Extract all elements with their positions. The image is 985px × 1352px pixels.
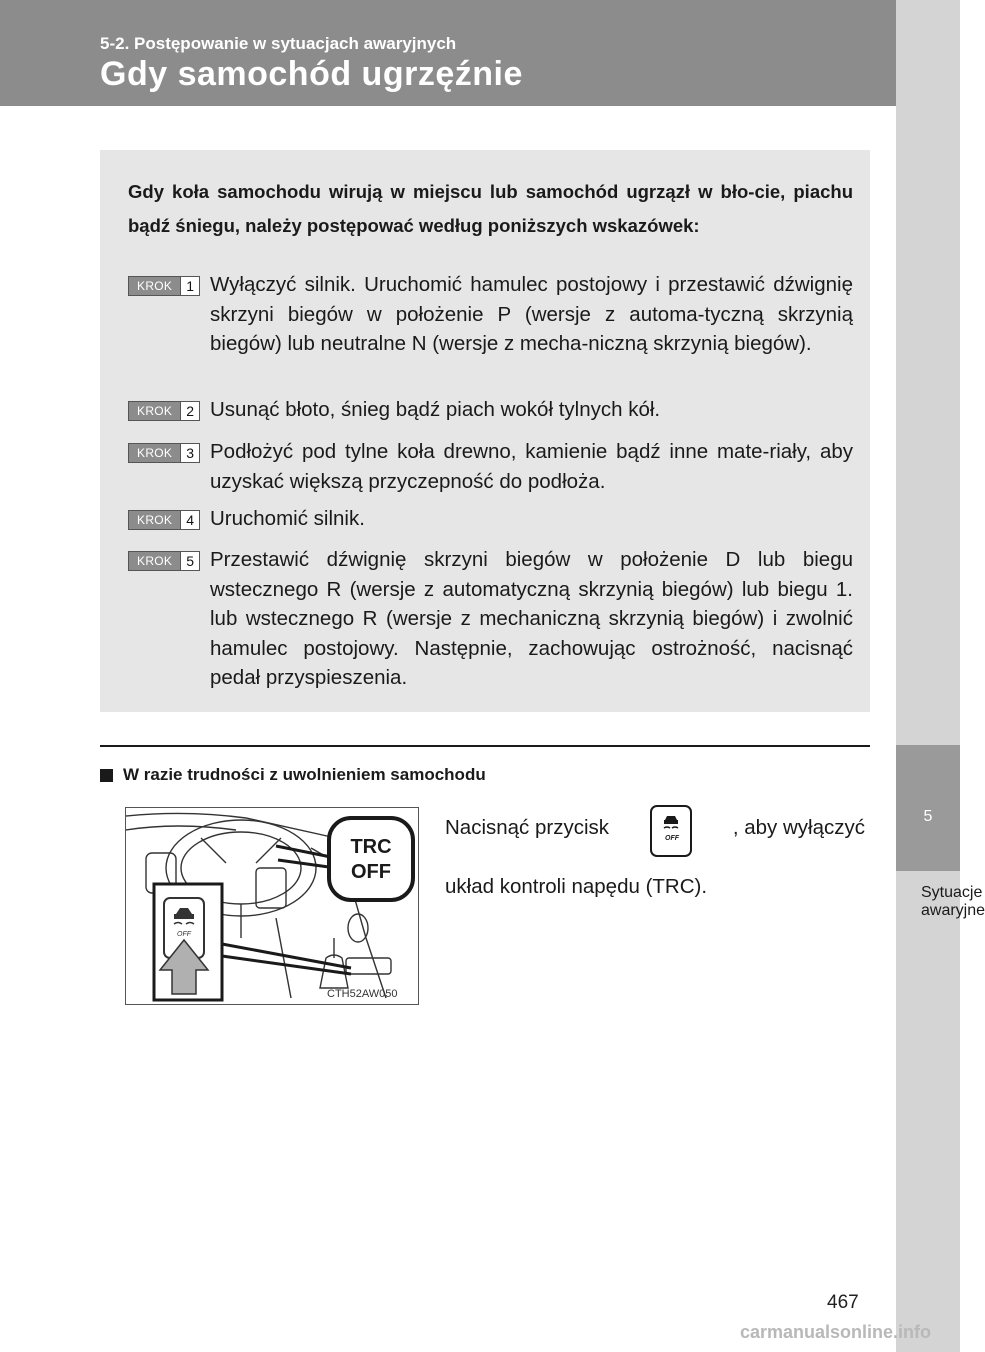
step-word: KROK (128, 401, 181, 421)
note-line-1 (445, 812, 865, 842)
button-off-label: OFF (664, 835, 679, 842)
callout-line-1: TRC (350, 836, 392, 858)
section-label: 5-2. Postępowanie w sytuacjach awaryjnych (100, 34, 457, 53)
step-text: Podłożyć pod tylne koła drewno, kamienie bądź inne mate-riały, aby uzyskać większą przyczepność do podłoża. (210, 440, 853, 493)
step-word: KROK (128, 443, 181, 463)
trc-off-button-icon (650, 805, 692, 857)
step-text: Wyłączyć silnik. Uruchomić hamulec postojowy i przestawić dźwignię skrzyni biegów w położenie P (wersje z automa-tyczną skrzynią biegów) lub neutralne N (wersje z mecha-niczną skrzynią biegów). (210, 273, 853, 355)
step-word: KROK (128, 551, 181, 571)
chapter-side-tab (896, 0, 960, 1352)
step-number: 4 (181, 510, 200, 530)
subsection-heading (100, 765, 486, 785)
dashboard-drawing (126, 808, 418, 1004)
chapter-number: 5 (923, 808, 933, 825)
step-number: 3 (181, 443, 200, 463)
step-badge (128, 510, 200, 530)
slip-car-icon (652, 807, 690, 855)
note-text-after: , aby wyłączyć (732, 815, 865, 839)
step-number: 2 (181, 401, 200, 421)
subsection-heading-text: W razie trudności z uwolnieniem samochodu (123, 765, 486, 784)
step-badge (128, 551, 200, 571)
section-divider (100, 745, 870, 747)
step-word: KROK (128, 510, 181, 530)
page-header (0, 0, 896, 106)
step-text: Uruchomić silnik. (210, 507, 365, 530)
step-word: KROK (128, 276, 181, 296)
watermark: carmanualsonline.info (740, 1322, 932, 1342)
step-badge (128, 276, 200, 296)
callout-line-2: OFF (351, 861, 391, 883)
square-bullet-icon (100, 769, 113, 782)
intro-text: Gdy koła samochodu wirują w miejscu lub samochód ugrzązł w bło-cie, piachu bądź śniegu, należy postępować według poniższych wskazówek: (128, 181, 853, 236)
trc-off-callout (329, 818, 413, 900)
step-badge (128, 401, 200, 421)
step-number: 1 (181, 276, 200, 296)
illus-button-off: OFF (177, 931, 191, 938)
note-line-2: układ kontroli napędu (TRC). (445, 875, 708, 898)
chapter-label: Sytuacje awaryjne (921, 884, 985, 919)
page-number: 467 (827, 1292, 859, 1313)
step-text: Przestawić dźwignię skrzyni biegów w położenie D lub biegu wstecznego R (wersje z automatyczną skrzynią biegów) lub biegu 1. lub wstecznego R (wersje z mechaniczną skrzynią biegów) i zwolnić hamulec postojowy. Następnie, zachowując ostrożność, nacisnąć pedał przyspieszenia. (210, 548, 853, 689)
illustration-code: CTH52AW050 (327, 988, 398, 1000)
note-text-before: Nacisnąć przycisk (445, 815, 610, 839)
page-title: Gdy samochód ugrzęźnie (100, 55, 523, 93)
step-badge (128, 443, 200, 463)
step-text: Usunąć błoto, śnieg bądź piach wokół tylnych kół. (210, 398, 661, 421)
step-number: 5 (181, 551, 200, 571)
dashboard-illustration (125, 807, 419, 1005)
trc-note (445, 812, 865, 901)
